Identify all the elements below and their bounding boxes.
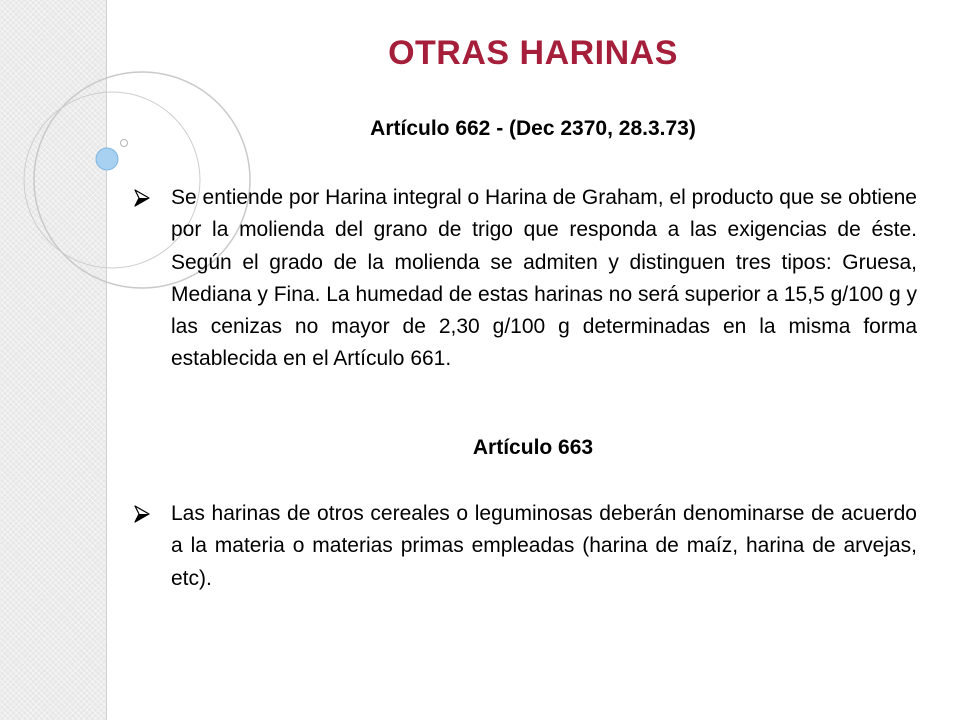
- article-663-heading: Artículo 663: [472, 436, 594, 459]
- bullet-text-article-663: Las harinas de otros cereales o leguminosas deberán denominarse de acuerdo a la materia o materias primas empleadas (harina de maíz, harina de arvejas, etc).: [171, 502, 917, 590]
- slide-title: OTRAS HARINAS: [388, 34, 678, 72]
- bullet-text-article-662: Se entiende por Harina integral o Harina de Graham, el producto que se obtiene por la molienda del grano de trigo que responda a las exigencias de éste. Según el grado de la molienda se admiten y distinguen tres tipos: Gruesa, Mediana y Fina. La humedad de estas harinas no será superior a 15,5 g/100 g y las cenizas no mayor de 2,30 g/100 g determinadas en la misma forma establecida en el Artículo 661.: [171, 186, 917, 371]
- bullet-item-article-663: [134, 498, 917, 595]
- bullet-item-article-662: [134, 182, 917, 376]
- blue-dot-icon: [96, 148, 118, 170]
- arrowhead-bullet-icon: [134, 182, 171, 212]
- arrowhead-bullet-icon: [134, 498, 171, 528]
- article-662-heading: Artículo 662 - (Dec 2370, 28.3.73): [370, 117, 696, 140]
